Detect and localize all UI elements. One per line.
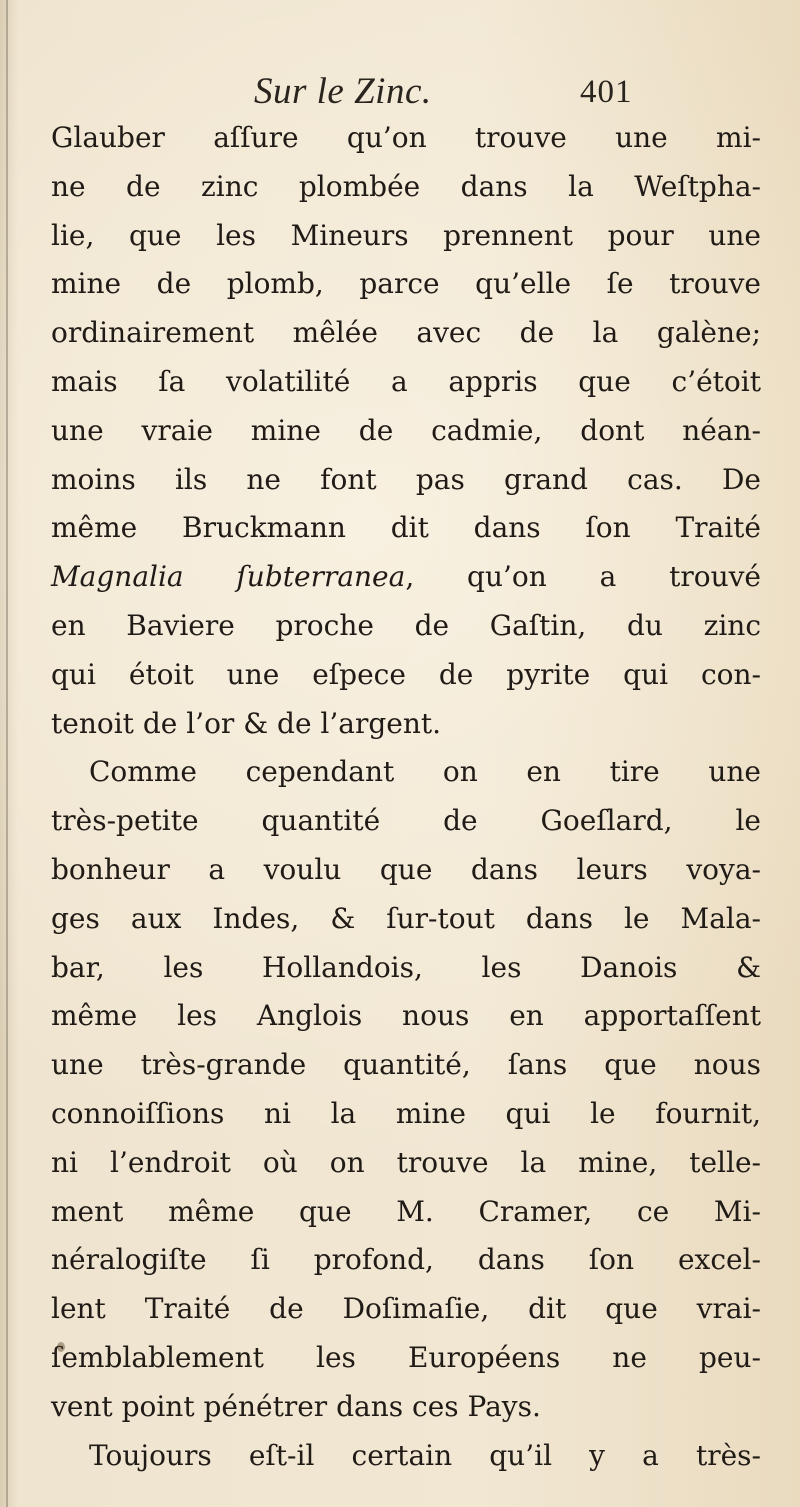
text-line: mais ſa volatilité a appris que c’étoit xyxy=(51,364,761,398)
text-line-rest: , qu’on a trouvé xyxy=(405,560,761,594)
text-line: néralogiſte ſi profond, dans ſon excel- xyxy=(51,1243,761,1277)
text-line: ges aux Indes, & ſur-tout dans le Mala- xyxy=(51,901,761,935)
text-line: une vraie mine de cadmie, dont néan- xyxy=(51,413,761,447)
body-text xyxy=(51,114,761,1480)
text-line: bar, les Hollandois, les Danois & xyxy=(51,950,761,984)
ink-spot xyxy=(57,1342,65,1352)
text-line: en Baviere proche de Gaſtin, du zinc xyxy=(51,608,761,642)
text-line: connoiſſions ni la mine qui le fournit, xyxy=(51,1096,761,1130)
text-line: Glauber aſſure qu’on trouve une mi- xyxy=(51,121,761,154)
text-line-italic-title xyxy=(51,553,761,602)
text-line: une très-grande quantité, ſans que nous xyxy=(51,1048,761,1082)
text-line: bonheur a voulu que dans leurs voya- xyxy=(51,852,761,886)
paragraph-first-line: Toujours eſt-il certain qu’il y a très- xyxy=(89,1438,761,1472)
text-line: même les Anglois nous en apportaſſent xyxy=(51,999,761,1033)
book-title-italic: Magnalia ſubterranea xyxy=(51,560,406,594)
text-line: ment même que M. Cramer, ce Mi- xyxy=(51,1194,761,1228)
text-line: très-petite quantité de Goeſlard, le xyxy=(51,804,761,838)
page-number: 401 xyxy=(580,74,633,110)
page-header xyxy=(0,70,800,120)
paragraph-last-line: vent point pénétrer dans ces Pays. xyxy=(51,1389,541,1423)
text-line: ordinairement mêlée avec de la galène; xyxy=(51,316,761,350)
page-gutter-edge xyxy=(6,0,8,1507)
text-line: ſemblablement les Européens ne peu- xyxy=(51,1340,761,1374)
text-line: lie, que les Mineurs prennent pour une xyxy=(51,218,761,252)
running-head: Sur le Zinc. xyxy=(254,71,432,112)
paragraph-first-line: Comme cependant on en tire une xyxy=(89,755,761,789)
text-line: moins ils ne font pas grand cas. De xyxy=(51,462,761,496)
text-line: mine de plomb, parce qu’elle ſe trouve xyxy=(51,267,761,301)
text-line: qui étoit une eſpece de pyrite qui con- xyxy=(51,657,761,691)
text-line: ne de zinc plombée dans la Weſtpha- xyxy=(51,169,761,203)
paragraph-last-line: tenoit de l’or & de l’argent. xyxy=(51,706,442,740)
text-line: lent Traité de Doſimaſie, dit que vrai- xyxy=(51,1292,761,1326)
text-line: même Bruckmann dit dans ſon Traité xyxy=(51,511,761,545)
text-line: ni l’endroit où on trouve la mine, telle- xyxy=(51,1145,761,1179)
